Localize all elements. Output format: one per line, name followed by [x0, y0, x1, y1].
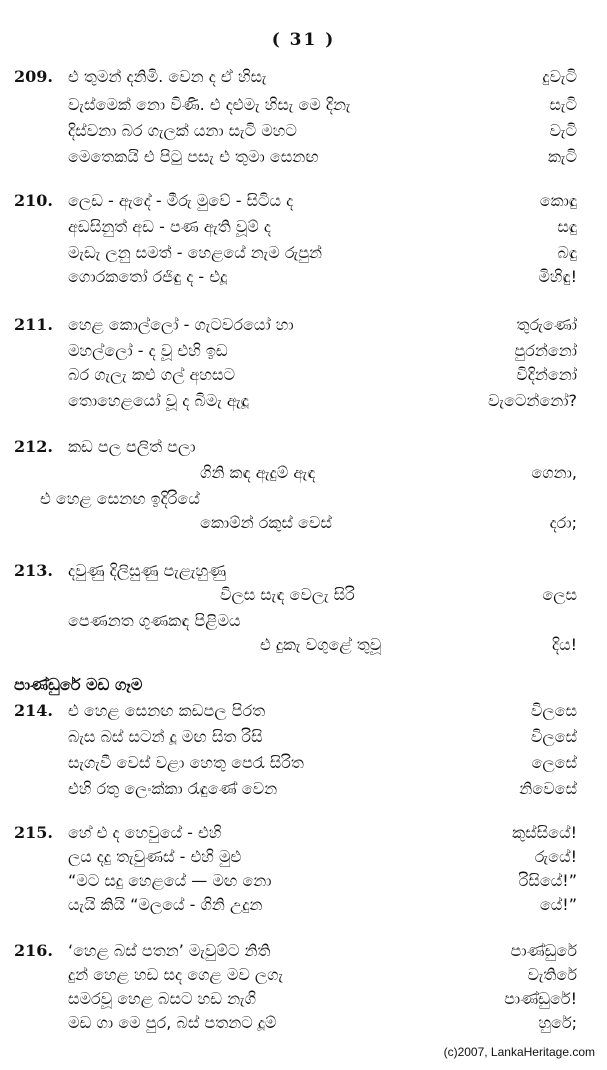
verse-line: සමරවූ හෙළ බසට හඩ නැගි: [68, 989, 257, 1008]
verse-line: ගිනි කඳ ඇදුම් ඇඳ: [200, 463, 316, 482]
verse-rhyme: පුරන්නෝ: [514, 341, 577, 360]
verse-rhyme: සඳු: [557, 217, 577, 236]
verse-rhyme: පාණ්ඩුරේ!: [504, 989, 577, 1008]
verse-rhyme: යේ!”: [539, 895, 577, 914]
verse-line: ‘හෙළ බස් පතන’ මැවුම්ට නිති: [68, 941, 271, 960]
verse-line: ලෙඩ - ඇදේ - මීරු මුවේ - සිටිය ද: [68, 191, 294, 210]
verse-rhyme: ගෙනා,: [531, 463, 577, 482]
verse-line: වැස්මෙක් නො විණි. එ දළුමැ හිසැ මෙ දිනැ: [68, 95, 351, 114]
verse-rhyme: ලෙස: [542, 585, 577, 604]
verse-number: 212.: [14, 437, 53, 456]
verse-rhyme: නිවෙසේ: [519, 779, 577, 798]
verse-line: “මට සදු හෙළයේ — මඟ නො: [68, 871, 272, 890]
verse-line: බර ගැලැ කළු ගල් අහසට: [68, 365, 235, 384]
verse-line: අඩසිනුත් අඩ - පණ ඇති වූම් ද: [68, 217, 271, 236]
verse-rhyme: පාණ්ඩුරේ: [510, 941, 577, 960]
verse-rhyme: කුස්සියේ!: [512, 823, 577, 842]
verse-number: 213.: [14, 561, 53, 580]
verse-line: දවුණු දිලිසුණු පැළැහුණු: [68, 561, 227, 580]
verse-number: 216.: [14, 941, 53, 960]
verse-rhyme: විලසෙ: [530, 701, 577, 720]
verse-rhyme: හුරේ;: [538, 1013, 577, 1032]
verse-line: ගොරකතෝ රජිඳු ද - එදූ: [68, 267, 228, 286]
verse-rhyme: විදින්නෝ: [516, 365, 577, 384]
verse-line: මඩ ගා මෙ පුර, බස් පතනට දූම්: [68, 1013, 277, 1032]
verse-rhyme: දුවැටි: [542, 67, 577, 86]
verse-rhyme: බඳු: [557, 243, 577, 262]
verse-line: හේ එ ද හෙවුයේ - එහි: [68, 823, 222, 842]
verse-rhyme: සැටි: [549, 95, 577, 114]
verse-line: එ හෙළ සෙනඟ ඉදිරියේ: [40, 489, 200, 508]
verse-rhyme: වැතිරේ: [527, 965, 577, 984]
verse-rhyme: කොඳු: [539, 191, 577, 210]
verse-line: දුන් හෙළ හඩ සද ගෙළ මව ලගැ: [68, 965, 284, 984]
verse-line: විලස සැඳ වෙලැ සිරි: [220, 585, 355, 604]
verse-number: 209.: [14, 67, 53, 86]
verse-line: එ දුකැ වගුළේ තුවූ: [260, 635, 382, 654]
verse-line: එ හෙළ සෙනඟ කඩපල පිරත: [68, 701, 266, 720]
verse-number: 214.: [14, 701, 53, 720]
verse-line: යැයි කියි “මලයේ - ගිනි උදුන: [68, 895, 263, 914]
verse-line: කඩ පල පලිත් පලා: [68, 437, 196, 456]
section-heading: පාණ්ඩුරේ මඩ ගෑම: [14, 675, 143, 694]
verse-line: බැස බස් සටන් දූ මඟ සිත රිසි: [68, 727, 263, 746]
verse-rhyme: දරා;: [549, 513, 577, 532]
verse-rhyme: මිහිඳු!: [538, 267, 577, 286]
verse-rhyme: කැටි: [548, 147, 577, 166]
verse-line: කොම්න් රකුස් වෙස්: [200, 513, 332, 532]
verse-line: සැගැවී වෙස් වළා හෙතු පෙරැ සිරිත: [68, 753, 304, 772]
verse-line: හෙළ කොල්ලෝ - ගැටවරයෝ හා: [68, 315, 294, 334]
verse-line: පෙණනත ගුණකඳ පිළිමය: [68, 611, 241, 630]
verse-line: මෙතෙකයි එ පිටු පසැ එ තුමා සෙනඟ: [68, 147, 319, 166]
verse-rhyme: තුරුණෝ: [516, 315, 577, 334]
verse-rhyme: වැටි: [549, 121, 577, 140]
copyright-notice: (c)2007, LankaHeritage.com: [443, 1045, 595, 1059]
verse-line: දිස්වනා බර ගැලක් යනා සැටි මහට: [68, 121, 297, 140]
verse-line: මැඩැ ලනු සමත් - හෙළයේ නැම රුපුන්: [68, 243, 323, 262]
verse-number: 211.: [14, 315, 53, 334]
verse-rhyme: ලෙසේ: [531, 753, 577, 772]
verse-number: 215.: [14, 823, 53, 842]
verse-line: මහල්ලෝ - ද වූ එහි ඉඩ: [68, 341, 228, 360]
verse-line: තොහෙළයෝ වූ ද බිමැ ඇඳූ: [68, 391, 249, 410]
verse-rhyme: විලසේ: [530, 727, 577, 746]
verse-rhyme: රුයේ!: [534, 847, 577, 866]
page-number: ( 31 ): [271, 30, 336, 50]
verse-number: 210.: [14, 191, 53, 210]
verse-line: එ තුමන් දනිමි. වෙන ද ඒ හිසැ: [68, 67, 267, 86]
verse-line: එහි රතු ලෙංක්කා රැඳුණේ වෙන: [68, 779, 278, 798]
verse-rhyme: දිය!: [551, 635, 577, 654]
verse-line: ලය දදු තැවුණස් - එහි මුළු: [68, 847, 242, 866]
verse-rhyme: රිසියේ!”: [518, 871, 577, 890]
verse-rhyme: වැටෙන්නෝ?: [487, 391, 577, 410]
